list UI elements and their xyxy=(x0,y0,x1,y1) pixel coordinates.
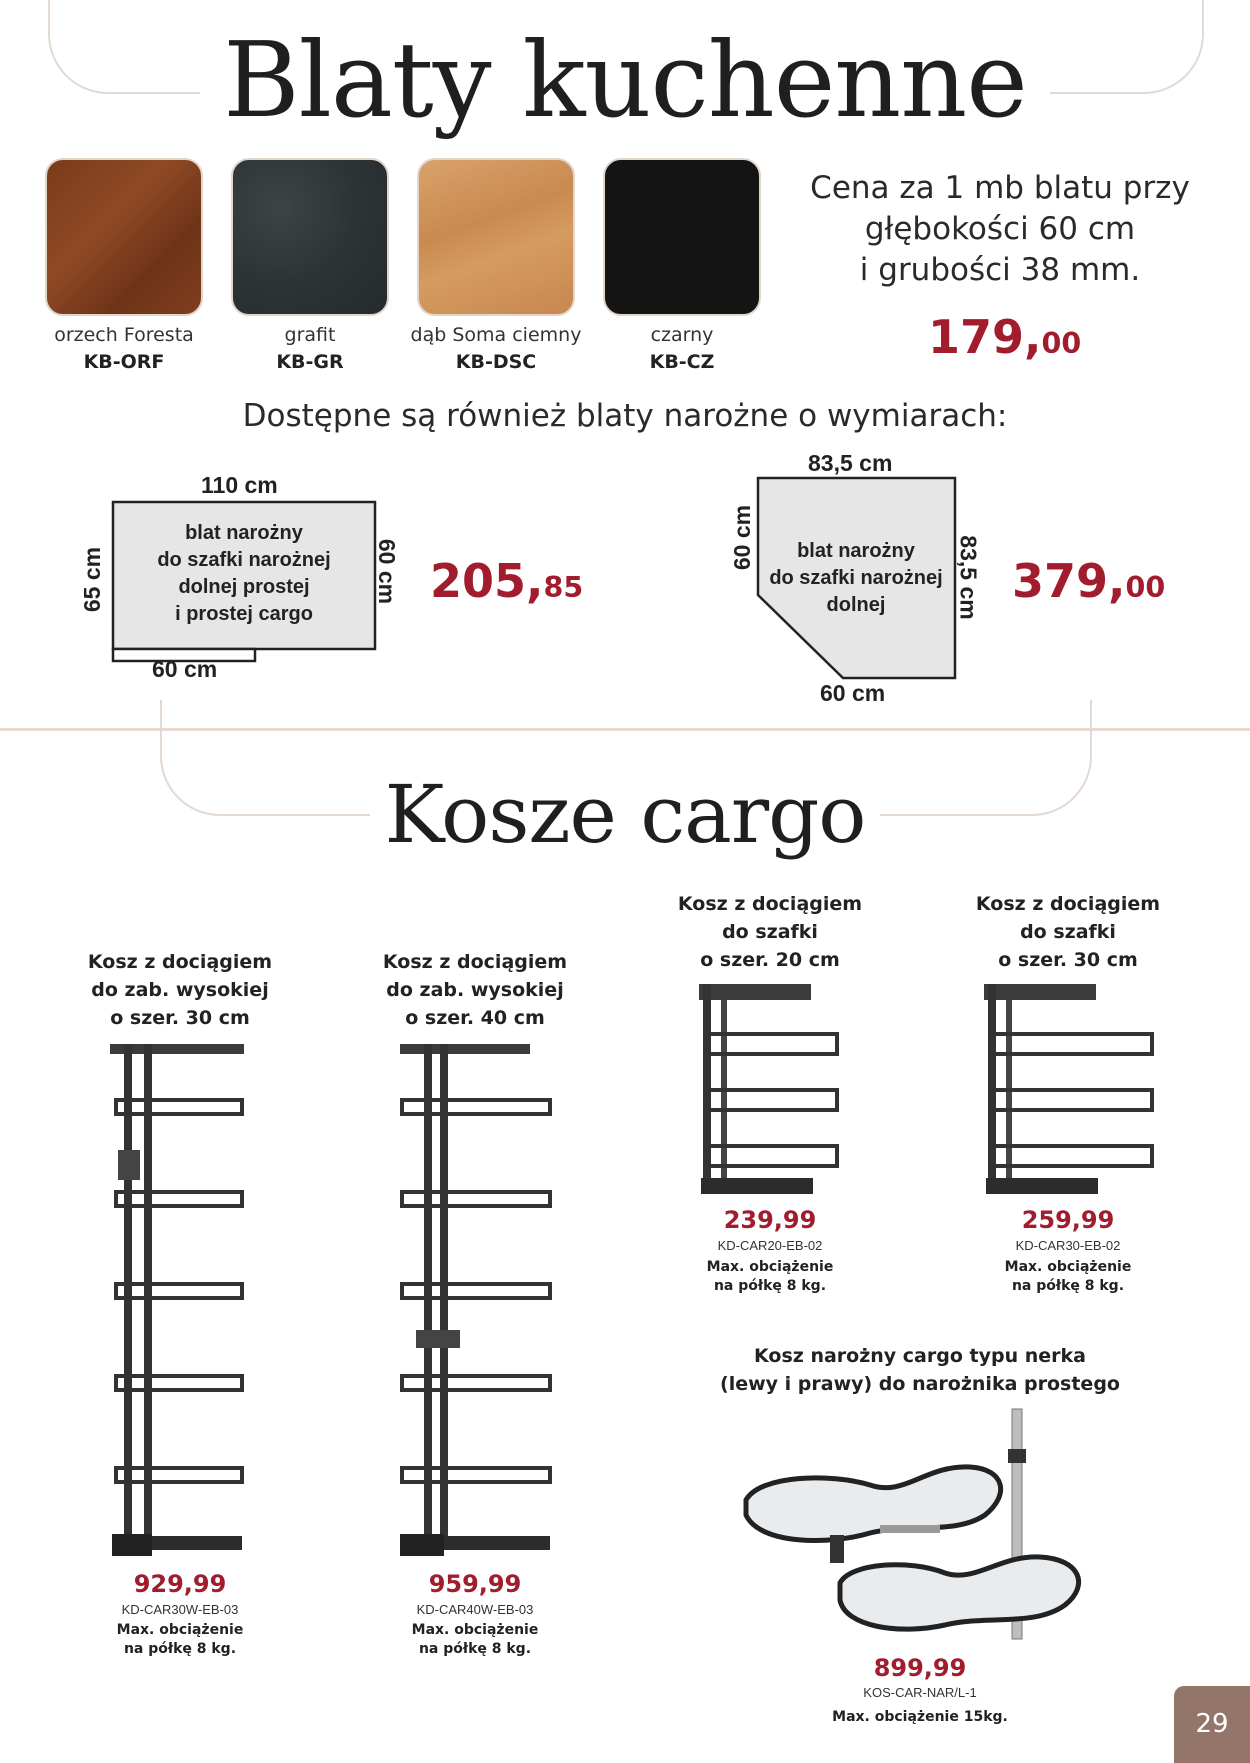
price-main: 379, xyxy=(1012,554,1126,608)
cargo-title: Kosze cargo xyxy=(370,760,880,870)
product-1-price: 929,99 xyxy=(133,1570,227,1598)
page-number: 29 xyxy=(1174,1686,1250,1763)
product-3-code: KD-CAR20-EB-02 xyxy=(717,1238,823,1253)
note-line: Max. obciążenie xyxy=(116,1622,244,1638)
product-2-code: KD-CAR40W-EB-03 xyxy=(416,1602,534,1617)
note-line: Max. obciążenie xyxy=(706,1259,834,1275)
note-line: Max. obciążenie xyxy=(1004,1259,1132,1275)
swatch-name: grafit xyxy=(284,324,336,346)
swatch-name: orzech Foresta xyxy=(54,324,194,346)
swatch-code: KB-CZ xyxy=(649,351,715,373)
product-1-note xyxy=(60,1621,300,1659)
price-info-line: Cena za 1 mb blatu przy xyxy=(810,170,1190,206)
corner1-description xyxy=(120,520,368,628)
desc-line: blat narożny xyxy=(797,540,915,562)
title-line: o szer. 30 cm xyxy=(998,949,1138,971)
product-4-price: 259,99 xyxy=(1021,1206,1115,1234)
title-line: o szer. 40 cm xyxy=(405,1007,545,1029)
price-cents: 00 xyxy=(1041,327,1082,360)
note-line: Max. obciążenie xyxy=(411,1622,539,1638)
desc-line: blat narożny xyxy=(185,522,303,544)
note-line: na półkę 8 kg. xyxy=(1011,1278,1125,1294)
swatch-grafit xyxy=(231,158,389,316)
swatch-code: KB-DSC xyxy=(455,351,537,373)
title-line: do szafki xyxy=(1020,921,1116,943)
product-3-title xyxy=(650,890,890,974)
product-4-note xyxy=(948,1258,1188,1296)
product-2-title xyxy=(355,948,595,1032)
title-line: Kosz z dociągiem xyxy=(382,951,568,973)
desc-line: i prostej cargo xyxy=(175,603,313,625)
title-line: Kosz narożny cargo typu nerka xyxy=(754,1345,1086,1367)
title-line: o szer. 30 cm xyxy=(110,1007,250,1029)
title-line: Kosz z dociągiem xyxy=(975,893,1161,915)
swatch-czarny xyxy=(603,158,761,316)
corner1-dim-left: 65 cm xyxy=(79,546,106,613)
product-4-title xyxy=(948,890,1188,974)
desc-line: do szafki narożnej xyxy=(769,567,943,589)
corner2-dim-right: 83,5 cm xyxy=(955,535,982,620)
note-line: na półkę 8 kg. xyxy=(713,1278,827,1294)
corner2-description xyxy=(766,538,946,619)
title-line: (lewy i prawy) do narożnika prostego xyxy=(720,1373,1120,1395)
title-line: Kosz z dociągiem xyxy=(677,893,863,915)
price-main: 205, xyxy=(430,554,544,608)
swatch-code: KB-ORF xyxy=(83,351,165,373)
worktop-price xyxy=(928,310,1081,364)
swatch-dab-soma xyxy=(417,158,575,316)
corner2-dim-bottom: 60 cm xyxy=(820,680,886,706)
title-line: do szafki xyxy=(722,921,818,943)
corner1-dim-top: 110 cm xyxy=(201,472,278,498)
product-1-title xyxy=(60,948,300,1032)
note-line: na półkę 8 kg. xyxy=(418,1641,532,1657)
corner2-dim-left: 60 cm xyxy=(729,504,756,571)
price-info-line: i grubości 38 mm. xyxy=(859,252,1141,288)
corner1-dim-bottom: 60 cm xyxy=(152,656,218,682)
price-cents: 85 xyxy=(543,571,584,604)
corner2-price xyxy=(1012,554,1165,608)
price-cents: 00 xyxy=(1125,571,1166,604)
note-line: Max. obciążenie 15kg. xyxy=(832,1709,1008,1725)
product-5-price: 899,99 xyxy=(873,1654,967,1682)
product-2-note xyxy=(355,1621,595,1659)
product-5-code: KOS-CAR-NAR/L-1 xyxy=(863,1685,977,1700)
title-line: do zab. wysokiej xyxy=(386,979,564,1001)
desc-line: do szafki narożnej xyxy=(157,549,331,571)
product-2-image xyxy=(394,1040,564,1570)
product-3-price: 239,99 xyxy=(723,1206,817,1234)
swatch-orzech-foresta xyxy=(45,158,203,316)
product-5-title xyxy=(690,1342,1150,1398)
product-1-image xyxy=(100,1040,260,1570)
desc-line: dolnej xyxy=(826,594,886,616)
title-line: o szer. 20 cm xyxy=(700,949,840,971)
corner2-dim-top: 83,5 cm xyxy=(808,450,893,476)
corner-heading: Dostępne są również blaty narożne o wymiarach: xyxy=(242,398,1008,434)
note-line: na półkę 8 kg. xyxy=(123,1641,237,1657)
swatch-name: czarny xyxy=(650,324,714,346)
desc-line: dolnej prostej xyxy=(178,576,310,598)
corner1-dim-right: 60 cm xyxy=(374,538,401,605)
product-4-image xyxy=(980,982,1160,1202)
product-4-code: KD-CAR30-EB-02 xyxy=(1015,1238,1121,1253)
product-3-image xyxy=(695,982,845,1202)
worktop-price-info xyxy=(790,168,1210,291)
worktops-title: Blaty kuchenne xyxy=(200,20,1050,140)
swatch-name: dąb Soma ciemny xyxy=(410,324,582,346)
title-line: do zab. wysokiej xyxy=(91,979,269,1001)
product-5-image xyxy=(740,1405,1100,1655)
product-2-price: 959,99 xyxy=(428,1570,522,1598)
product-3-note xyxy=(650,1258,890,1296)
product-5-note xyxy=(780,1708,1060,1727)
title-line: Kosz z dociągiem xyxy=(87,951,273,973)
price-info-line: głębokości 60 cm xyxy=(864,211,1136,247)
product-1-code: KD-CAR30W-EB-03 xyxy=(121,1602,239,1617)
corner1-price xyxy=(430,554,583,608)
price-main: 179, xyxy=(928,310,1042,364)
swatch-code: KB-GR xyxy=(276,351,344,373)
